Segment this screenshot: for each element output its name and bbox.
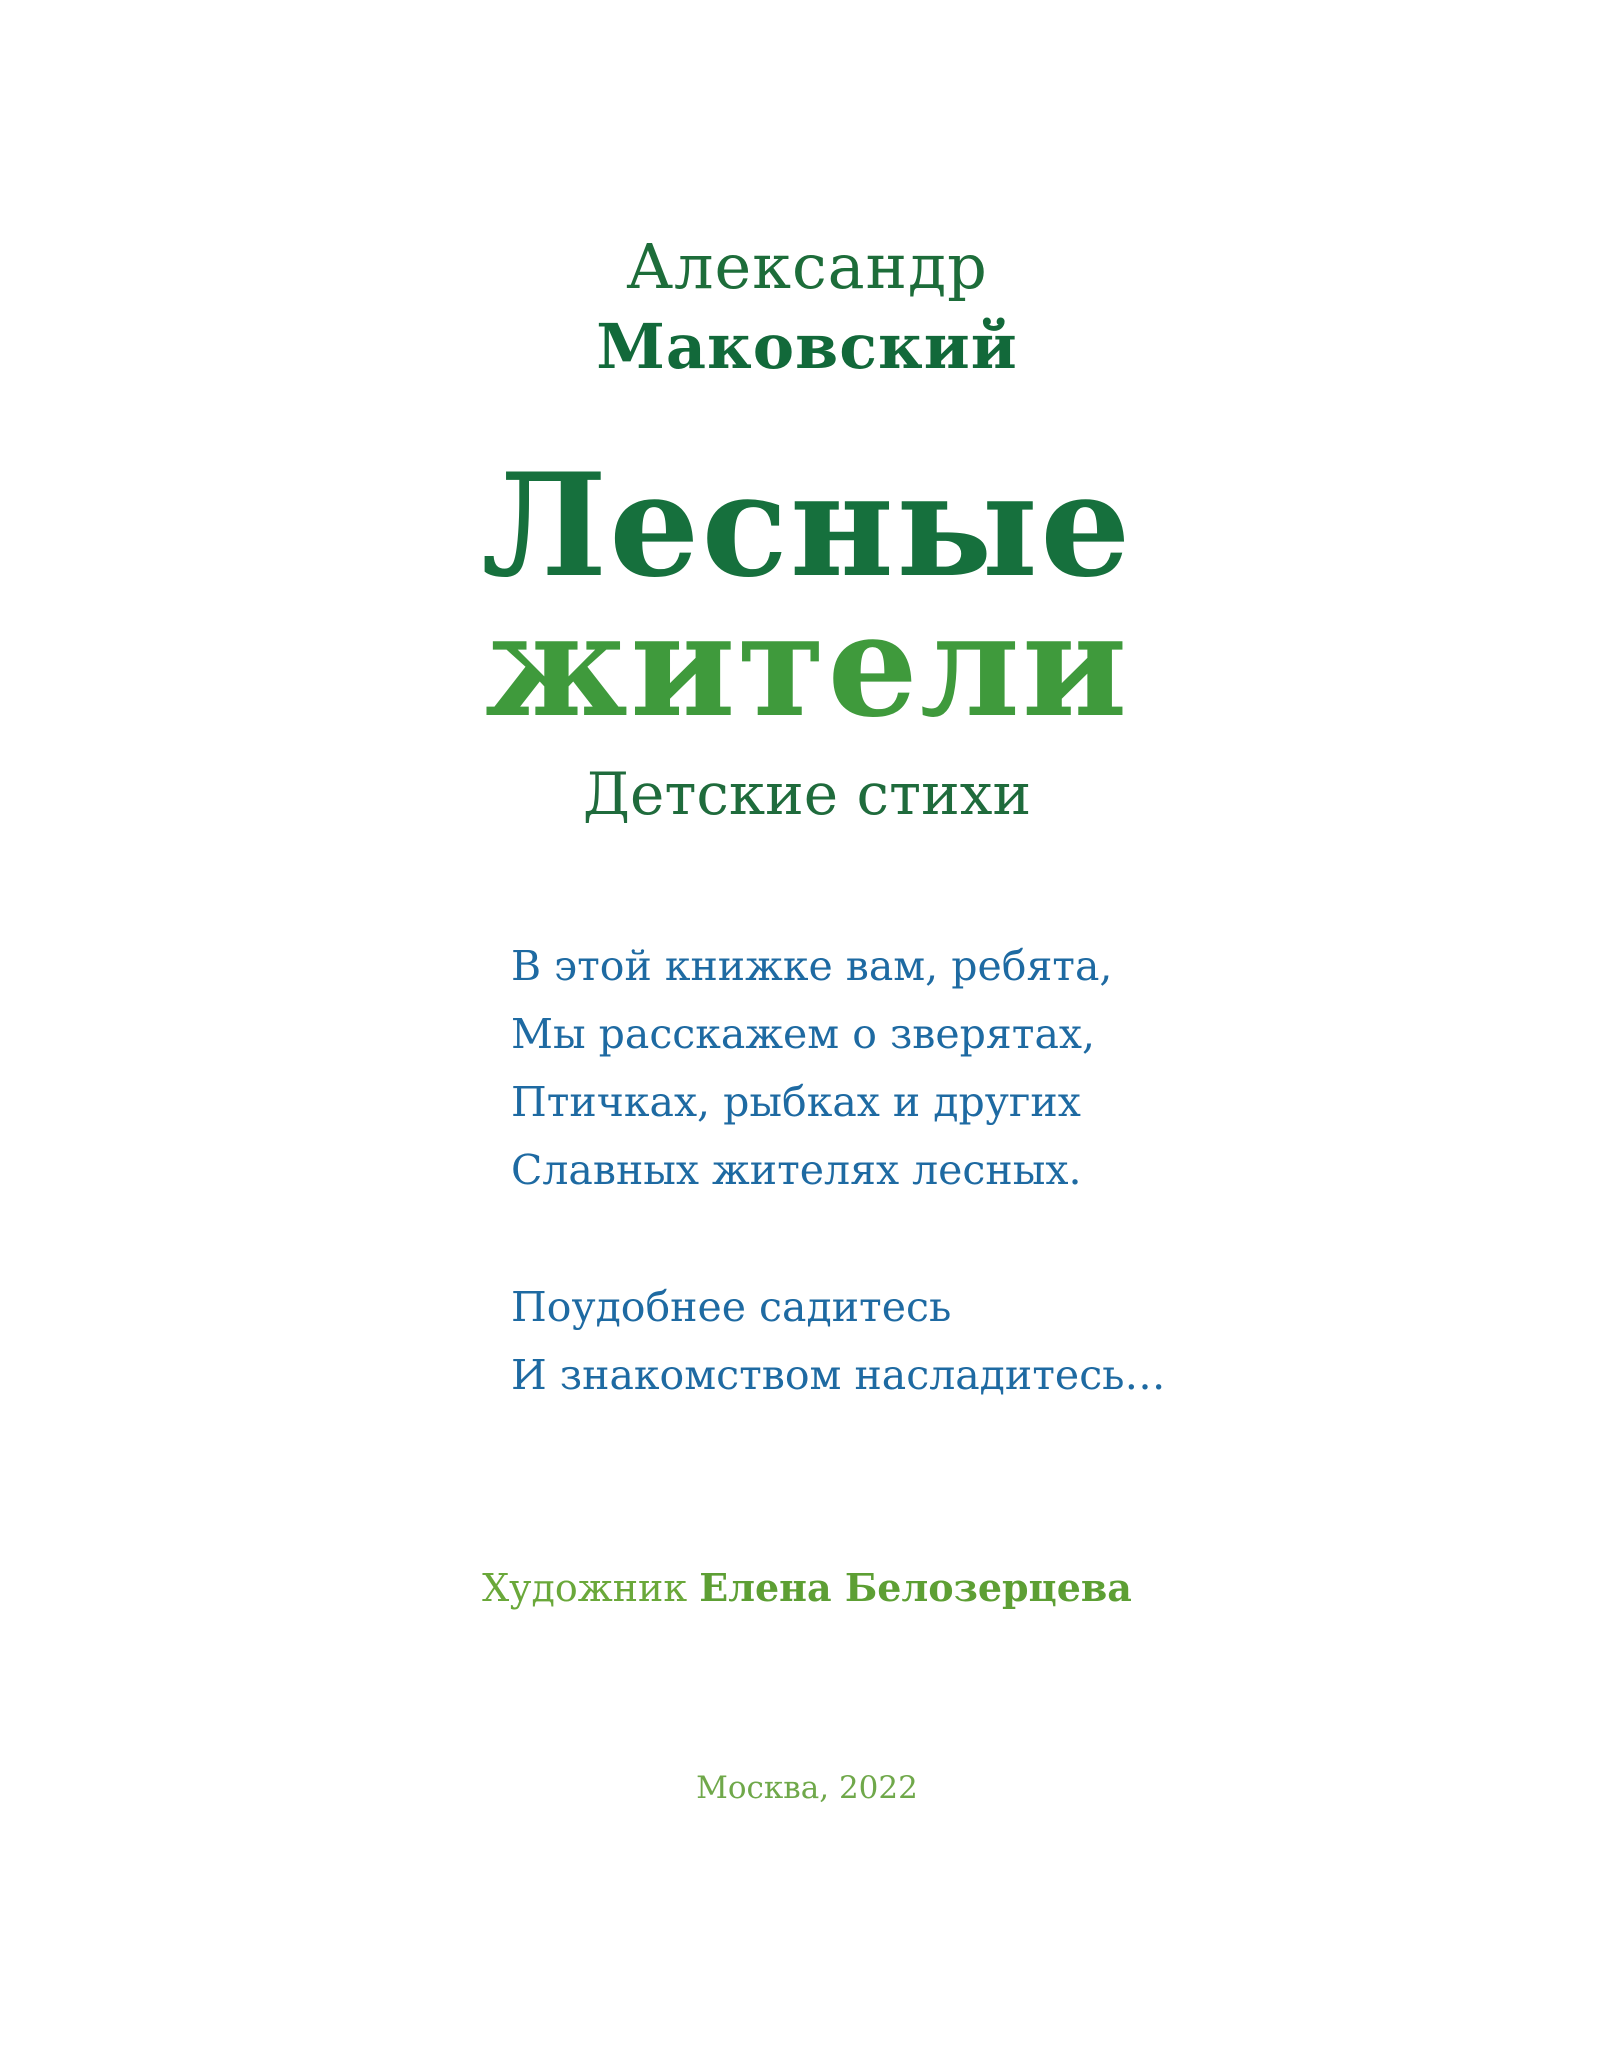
book-title-line-2: жители bbox=[484, 583, 1130, 749]
artist-name: Елена Белозерцева bbox=[699, 1565, 1132, 1610]
book-title-line-1: Лесные bbox=[481, 443, 1133, 609]
verse-line: Мы расскажем о зверятах, bbox=[511, 1010, 1096, 1058]
author-last-name: Маковский bbox=[596, 310, 1018, 383]
verse-line: Птичках, рыбках и других bbox=[511, 1078, 1081, 1126]
artist-credit bbox=[0, 1565, 1614, 1610]
verse-line: И знакомством насладитесь… bbox=[511, 1351, 1166, 1399]
verse-line: Поудобнее садитесь bbox=[511, 1283, 952, 1331]
verse-line: Славных жителях лесных. bbox=[511, 1146, 1082, 1194]
verse-line: В этой книжке вам, ребята, bbox=[511, 942, 1113, 990]
author-first-name: Александр bbox=[626, 230, 988, 303]
artist-label: Художник bbox=[482, 1566, 688, 1610]
book-subtitle: Детские стихи bbox=[582, 760, 1032, 828]
publication-imprint: Москва, 2022 bbox=[696, 1770, 918, 1806]
